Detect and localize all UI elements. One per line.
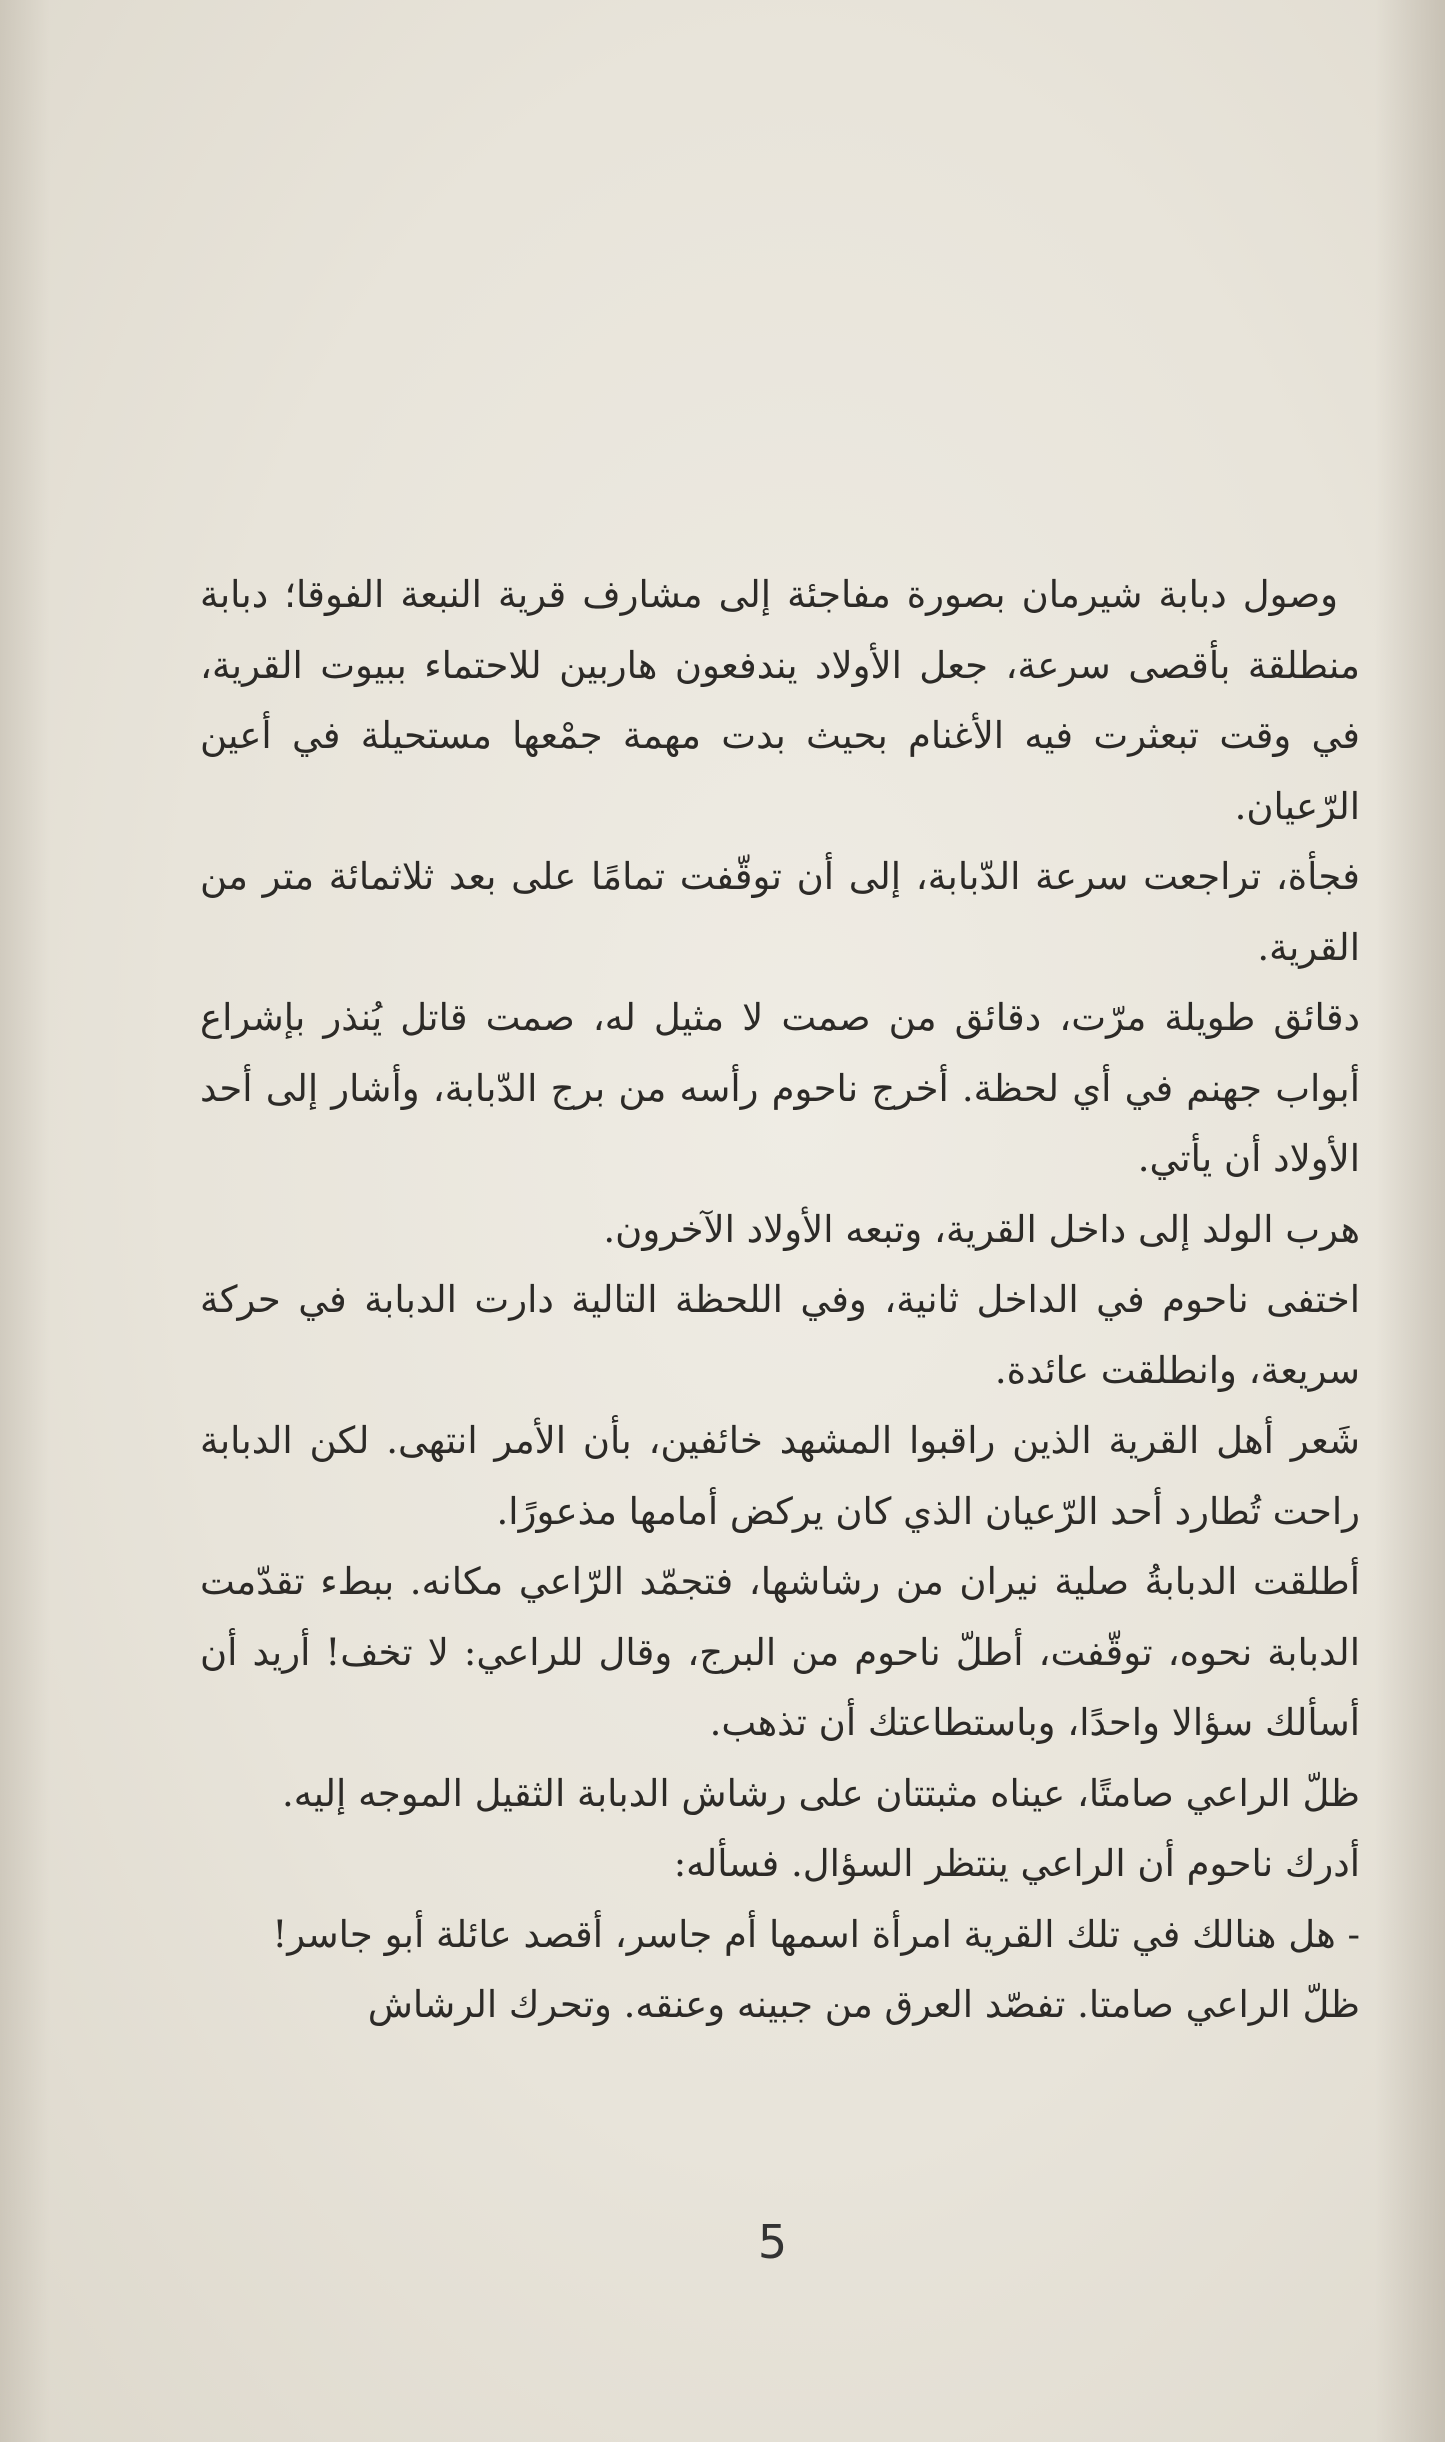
paragraph: - هل هنالك في تلك القرية امرأة اسمها أم جاسر، أقصد عائلة أبو جاسر! xyxy=(272,1912,1360,1956)
body-text xyxy=(200,560,1360,2041)
paragraph: شَعر أهل القرية الذين راقبوا المشهد خائفين، بأن الأمر انتهى. لكن الدبابة راحت تُطارد أحد الرّعيان الذي كان يركض أمامها مذعورًا. xyxy=(200,1419,1360,1533)
page-number: 5 xyxy=(757,2215,788,2269)
page-shadow-left xyxy=(0,0,50,2442)
paragraph: هرب الولد إلى داخل القرية، وتبعه الأولاد الآخرون. xyxy=(603,1207,1360,1251)
paragraph: اختفى ناحوم في الداخل ثانية، وفي اللحظة التالية دارت الدبابة في حركة سريعة، وانطلقت عائدة. xyxy=(200,1278,1360,1392)
paragraph: ظلّ الراعي صامتا. تفصّد العرق من جبينه وعنقه. وتحرك الرشاش xyxy=(367,1983,1360,2026)
page-shadow-right xyxy=(1375,0,1445,2442)
paragraph: ظلّ الراعي صامتًا، عيناه مثبتتان على رشاش الدبابة الثقيل الموجه إليه. xyxy=(282,1771,1360,1815)
paragraph: فجأة، تراجعت سرعة الدّبابة، إلى أن توقّفت تمامًا على بعد ثلاثمائة متر من القرية. xyxy=(200,855,1360,969)
paragraph: دقائق طويلة مرّت، دقائق من صمت لا مثيل له، صمت قاتل يُنذر بإشراع أبواب جهنم في أي لحظة. أخرج ناحوم رأسه من برج الدّبابة، وأشار إلى أحد الأولاد أن يأتي. xyxy=(200,996,1360,1180)
paragraph: وصول دبابة شيرمان بصورة مفاجئة إلى مشارف قرية النبعة الفوقا؛ دبابة منطلقة بأقصى سرعة، جعل الأولاد يندفعون هاربين للاحتماء ببيوت القرية، في وقت تبعثرت فيه الأغنام بحيث بدت مهمة جمْعها مستحيلة في أعين الرّعيان. xyxy=(200,573,1360,828)
paragraph: أطلقت الدبابةُ صلية نيران من رشاشها، فتجمّد الرّاعي مكانه. ببطء تقدّمت الدبابة نحوه، توقّفت، أطلّ ناحوم من البرج، وقال للراعي: لا تخف! أريد أن أسألك سؤالا واحدًا، وباستطاعتك أن تذهب. xyxy=(200,1560,1360,1744)
paragraph: أدرك ناحوم أن الراعي ينتظر السؤال. فسأله: xyxy=(673,1842,1360,1885)
